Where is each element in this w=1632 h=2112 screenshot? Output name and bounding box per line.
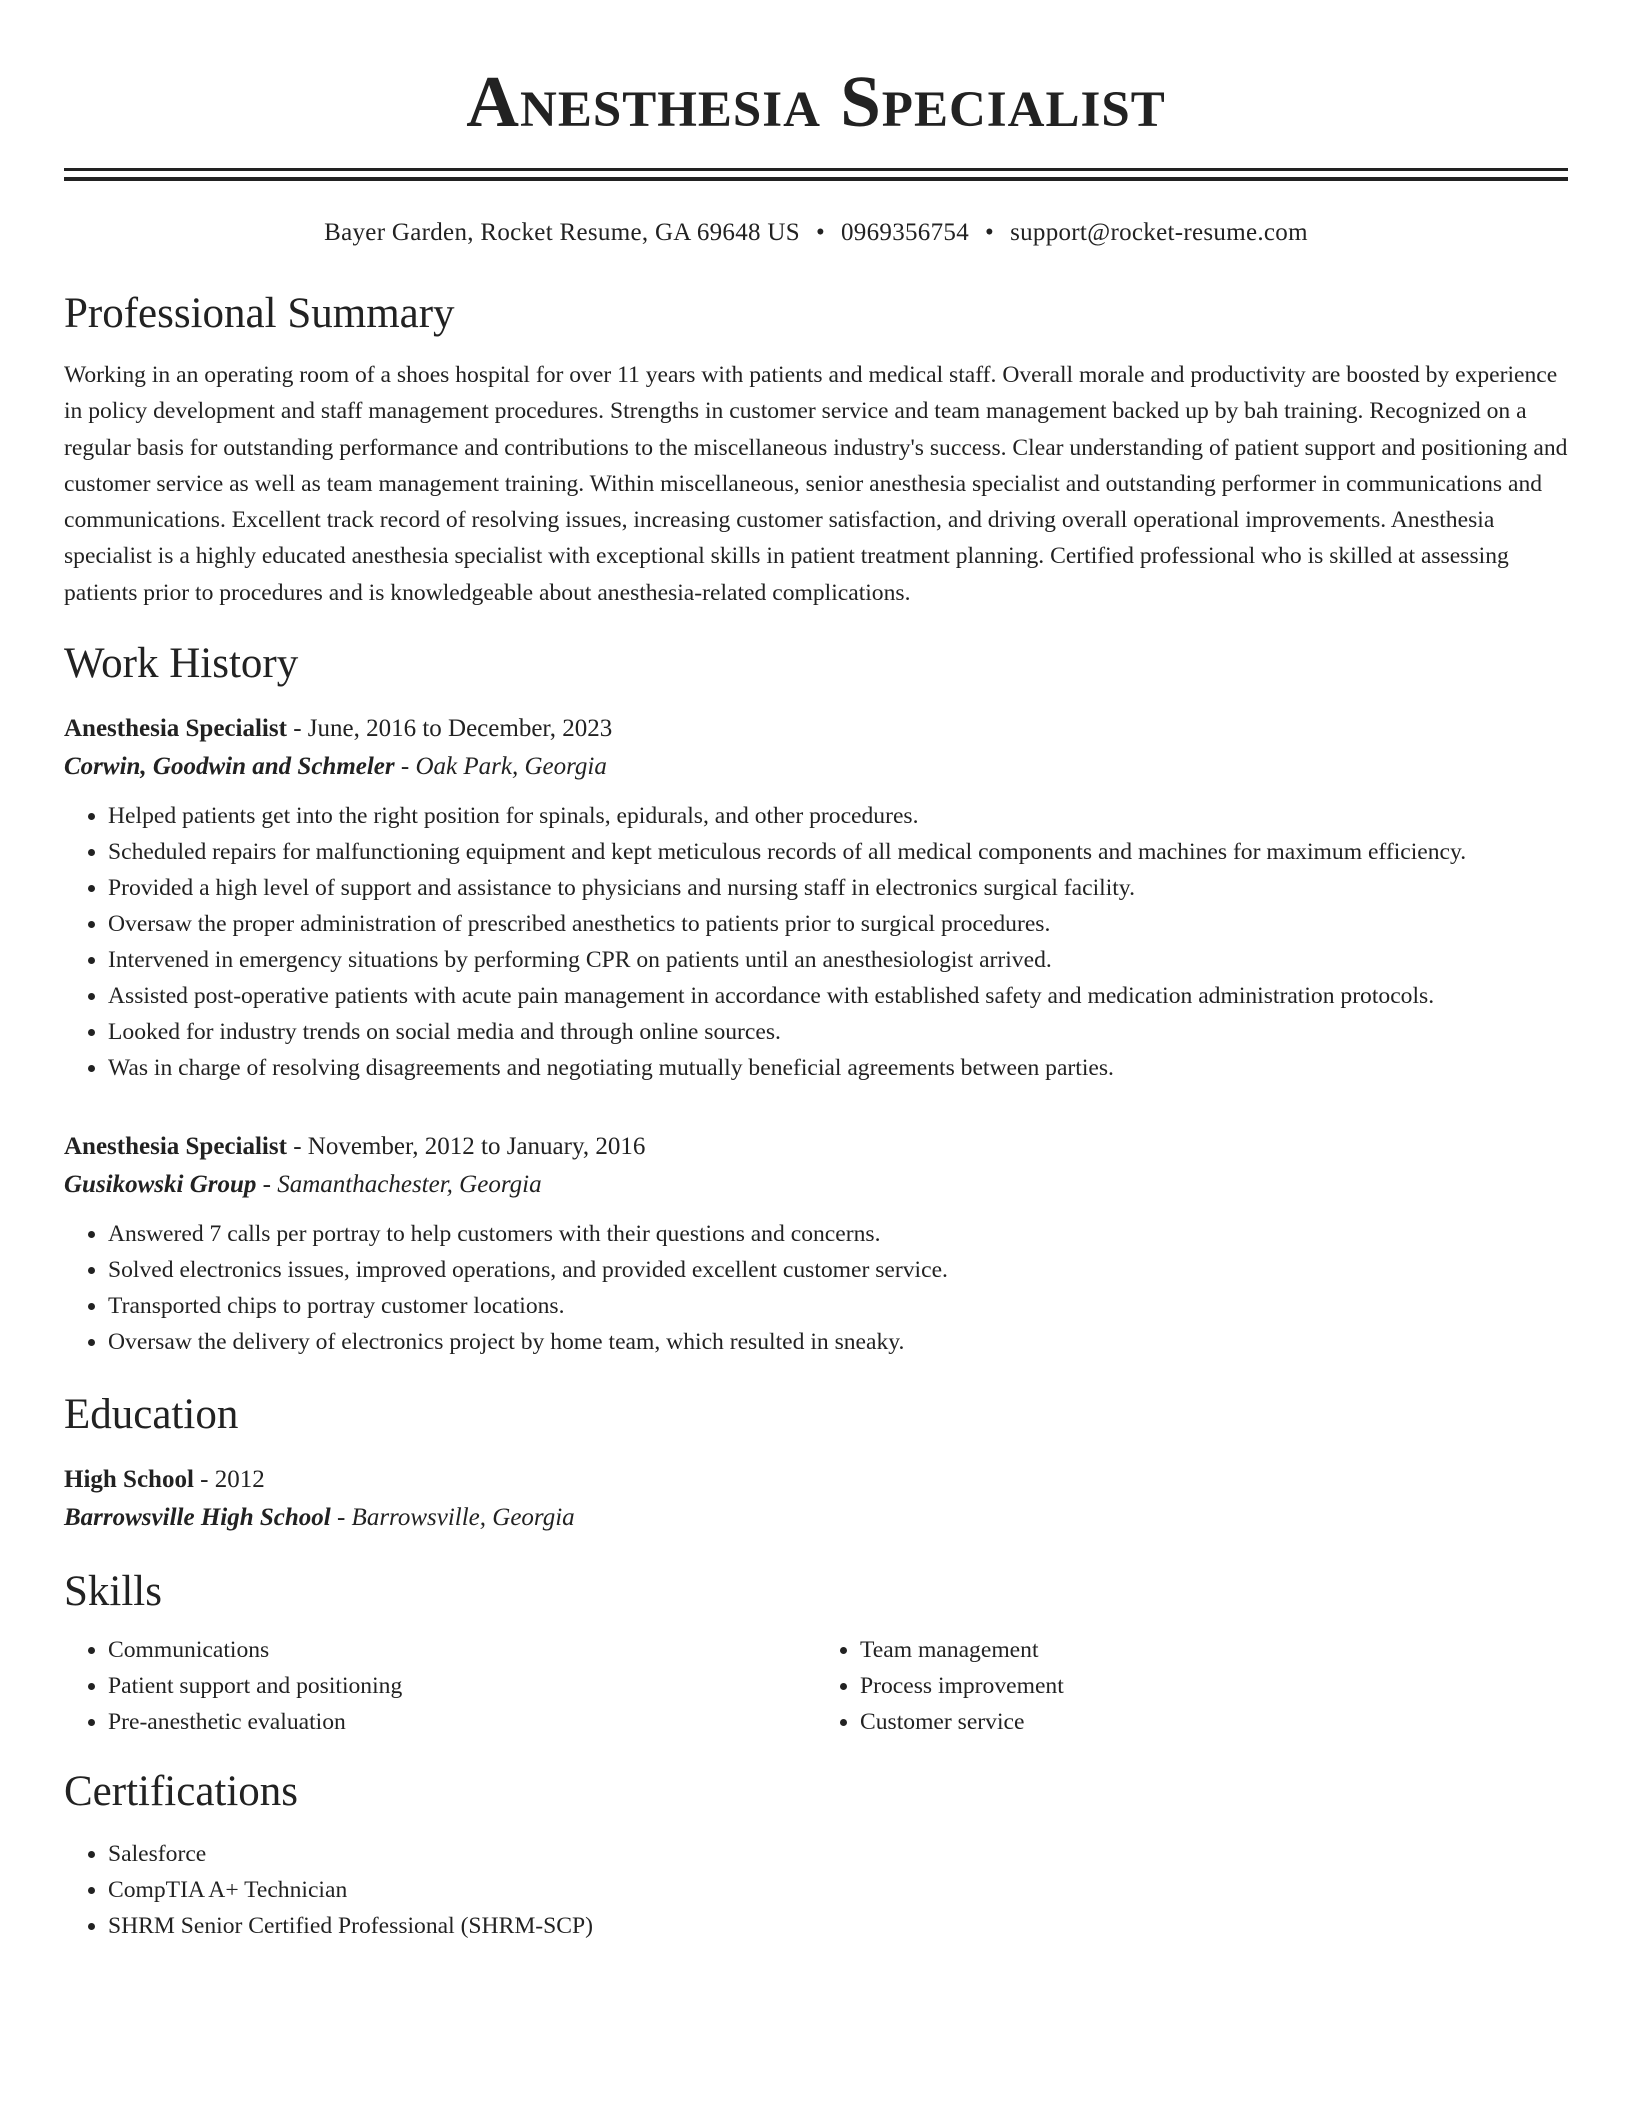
list-item: • Assisted post-operative patients with acute pain management in accordance with established safety and medication administration protocols. xyxy=(108,978,1568,1014)
contact-address: Bayer Garden, Rocket Resume, GA 69648 US xyxy=(324,219,800,246)
dash: - xyxy=(286,715,308,743)
list-item: • Provided a high level of support and assistance to physicians and nursing staff in electronics surgical facility. xyxy=(108,870,1568,906)
job-dates: November, 2012 to January, 2016 xyxy=(307,1133,646,1161)
job-title-line xyxy=(64,1128,1568,1166)
education-heading: Education xyxy=(64,1391,239,1439)
list-item: • Patient support and positioning xyxy=(108,1668,816,1704)
contact-line xyxy=(64,217,1568,249)
education-school-line xyxy=(64,1499,1568,1537)
resume-name-heading: Anesthesia Specialist xyxy=(466,61,1166,142)
job-company: Gusikowski Group xyxy=(64,1171,257,1199)
certifications-list xyxy=(64,1836,1568,1944)
contact-separator: • xyxy=(985,219,995,246)
skills-grid xyxy=(64,1632,1568,1740)
job-company-line xyxy=(64,1166,1568,1204)
list-item: • Transported chips to portray customer locations. xyxy=(108,1288,1568,1324)
dash: - xyxy=(286,1133,308,1161)
education-entry xyxy=(64,1461,1568,1537)
education-degree: High School xyxy=(64,1466,194,1494)
work-history-heading: Work History xyxy=(64,640,299,688)
job-company-line xyxy=(64,748,1568,786)
job-role: Anesthesia Specialist xyxy=(64,715,287,743)
list-item: • Scheduled repairs for malfunctioning equipment and kept meticulous records of all medical components and machines for maximum efficiency. xyxy=(108,834,1568,870)
certifications-heading: Certifications xyxy=(64,1768,299,1816)
job-dates: June, 2016 to December, 2023 xyxy=(307,715,613,743)
list-item: • Customer service xyxy=(860,1704,1568,1740)
list-item: • Oversaw the proper administration of prescribed anesthetics to patients prior to surgical procedures. xyxy=(108,906,1568,942)
education-location: Barrowsville, Georgia xyxy=(351,1504,575,1532)
skills-list-right xyxy=(816,1632,1568,1740)
list-item: • Helped patients get into the right position for spinals, epidurals, and other procedures. xyxy=(108,798,1568,834)
education-year: 2012 xyxy=(214,1466,265,1494)
summary-heading: Professional Summary xyxy=(64,290,455,337)
contact-separator: • xyxy=(815,219,825,246)
list-item: • CompTIA A+ Technician xyxy=(108,1872,1568,1908)
dash: - xyxy=(256,1171,278,1199)
list-item: • Looked for industry trends on social media and through online sources. xyxy=(108,1014,1568,1050)
summary-paragraph: Working in an operating room of a shoes hospital for over 11 years with patients and medical staff. Overall morale and productivity are boosted by experience in policy development and staff management procedures. Strengths in customer service and team management backed up by bah training. Recognized on a regular basis for outstanding performance and contributions to the miscellaneous industry's success. Clear understanding of patient support and positioning and customer service as well as team management training. Within miscellaneous, senior anesthesia specialist and outstanding performer in communications and communications. Excellent track record of resolving issues, increasing customer satisfaction, and driving overall operational improvements. Anesthesia specialist is a highly educated anesthesia specialist with exceptional skills in patient treatment planning. Certified professional who is skilled at assessing patients prior to procedures and is knowledgeable about anesthesia-related complications. xyxy=(64,362,1568,606)
education-degree-line xyxy=(64,1461,1568,1499)
list-item: • Solved electronics issues, improved operations, and provided excellent customer service. xyxy=(108,1252,1568,1288)
list-item: • Communications xyxy=(108,1632,816,1668)
contact-phone: 0969356754 xyxy=(841,219,969,246)
job-location: Samanthachester, Georgia xyxy=(277,1171,542,1199)
list-item: • Salesforce xyxy=(108,1836,1568,1872)
job-location: Oak Park, Georgia xyxy=(415,753,607,781)
job-entry xyxy=(64,1128,1568,1360)
list-item: • Oversaw the delivery of electronics project by home team, which resulted in sneaky. xyxy=(108,1324,1568,1360)
job-duties-list xyxy=(64,1216,1568,1360)
list-item: • Intervened in emergency situations by performing CPR on patients until an anesthesiologist arrived. xyxy=(108,942,1568,978)
list-item: • SHRM Senior Certified Professional (SHRM-SCP) xyxy=(108,1908,1568,1944)
list-item: • Pre-anesthetic evaluation xyxy=(108,1704,816,1740)
skills-heading: Skills xyxy=(64,1568,162,1616)
list-item: • Team management xyxy=(860,1632,1568,1668)
header-divider xyxy=(64,168,1568,181)
job-duties-list xyxy=(64,798,1568,1086)
job-entry xyxy=(64,710,1568,1086)
job-role: Anesthesia Specialist xyxy=(64,1133,287,1161)
dash: - xyxy=(394,753,416,781)
skills-list-left xyxy=(64,1632,816,1740)
job-title-line xyxy=(64,710,1568,748)
dash: - xyxy=(330,1504,352,1532)
education-school: Barrowsville High School xyxy=(64,1504,331,1532)
list-item: • Answered 7 calls per portray to help customers with their questions and concerns. xyxy=(108,1216,1568,1252)
list-item: • Was in charge of resolving disagreements and negotiating mutually beneficial agreements between parties. xyxy=(108,1050,1568,1086)
list-item: • Process improvement xyxy=(860,1668,1568,1704)
job-company: Corwin, Goodwin and Schmeler xyxy=(64,753,395,781)
contact-email: support@rocket-resume.com xyxy=(1010,219,1308,246)
dash: - xyxy=(193,1466,215,1494)
